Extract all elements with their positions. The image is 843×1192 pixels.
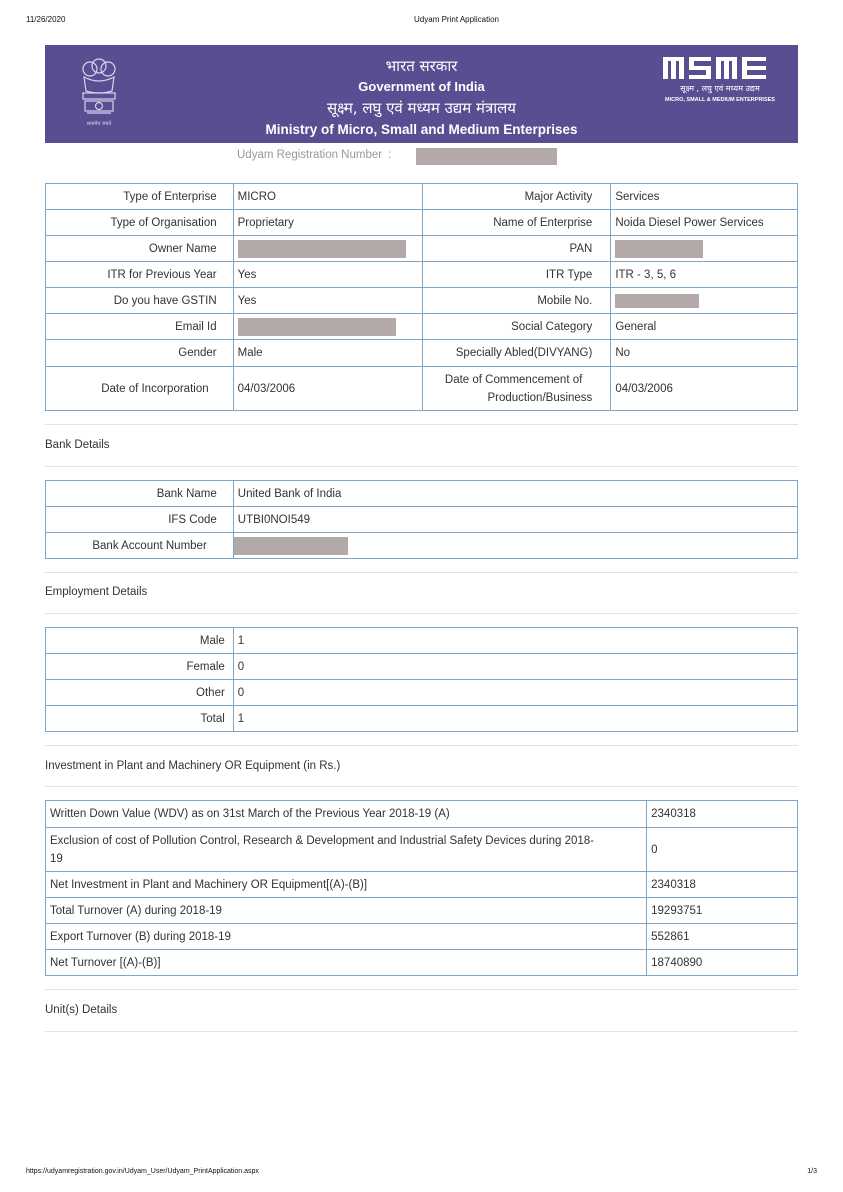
value-type-of-organisation: Proprietary <box>233 210 422 236</box>
account-number-redacted <box>234 537 348 555</box>
email-redacted <box>238 318 396 336</box>
label-ifs-code: IFS Code <box>46 507 234 533</box>
bank-details-title: Bank Details <box>45 439 110 451</box>
value-date-of-commencement: 04/03/2006 <box>611 367 798 411</box>
mobile-redacted <box>615 294 699 308</box>
employment-details-table <box>45 627 798 732</box>
table-row <box>46 898 798 924</box>
value-bank-account-number <box>233 533 797 559</box>
value-social-category: General <box>611 314 798 340</box>
table-row <box>46 340 798 367</box>
bank-details-table <box>45 480 798 559</box>
label-net-turnover: Net Turnover [(A)-(B)] <box>46 950 647 976</box>
registration-number-redacted <box>416 148 557 165</box>
print-date: 11/26/2020 <box>26 15 66 24</box>
table-row <box>46 872 798 898</box>
unit-details-title: Unit(s) Details <box>45 1004 118 1016</box>
label-exclusion-line2: 19 <box>50 852 63 865</box>
investment-details-title: Investment in Plant and Machinery OR Equipment (in Rs.) <box>45 760 341 772</box>
label-male: Male <box>46 628 234 654</box>
table-row <box>46 680 798 706</box>
print-title: Udyam Print Application <box>414 15 499 24</box>
label-total: Total <box>46 706 234 732</box>
pan-redacted <box>615 240 703 258</box>
print-header <box>0 15 843 27</box>
label-gender: Gender <box>46 340 234 367</box>
label-name-of-enterprise: Name of Enterprise <box>422 210 611 236</box>
label-wdv: Written Down Value (WDV) as on 31st March of the Previous Year 2018-19 (A) <box>46 801 647 828</box>
table-row <box>46 507 798 533</box>
label-type-of-enterprise: Type of Enterprise <box>46 184 234 210</box>
divider <box>45 989 798 990</box>
print-footer <box>0 1168 843 1180</box>
label-exclusion-cost <box>46 828 647 872</box>
print-page-number: 1/3 <box>807 1168 817 1175</box>
value-gender: Male <box>233 340 422 367</box>
header-banner <box>45 45 798 143</box>
value-bank-name: United Bank of India <box>233 481 797 507</box>
msme-logo-english: MICRO, SMALL & MEDIUM ENTERPRISES <box>665 97 775 103</box>
table-row <box>46 950 798 976</box>
divider <box>45 786 798 787</box>
table-row <box>46 654 798 680</box>
value-net-turnover: 18740890 <box>647 950 798 976</box>
value-female: 0 <box>233 654 797 680</box>
table-row <box>46 533 798 559</box>
label-major-activity: Major Activity <box>422 184 611 210</box>
label-exclusion-line1: Exclusion of cost of Pollution Control, Research & Development and Industrial Safety Devices during 2018- <box>50 834 594 847</box>
table-row <box>46 828 798 872</box>
ministry-title: Ministry of Micro, Small and Medium Enterprises <box>265 122 578 137</box>
label-other: Other <box>46 680 234 706</box>
label-itr-type: ITR Type <box>422 262 611 288</box>
value-email-id <box>233 314 422 340</box>
table-row <box>46 924 798 950</box>
value-wdv: 2340318 <box>647 801 798 828</box>
label-owner-name: Owner Name <box>46 236 234 262</box>
divider <box>45 466 798 467</box>
label-itr-previous-year: ITR for Previous Year <box>46 262 234 288</box>
value-mobile-no <box>611 288 798 314</box>
label-commencement-line1: Date of Commencement of <box>444 373 583 386</box>
value-net-investment: 2340318 <box>647 872 798 898</box>
label-net-investment: Net Investment in Plant and Machinery OR Equipment[(A)-(B)] <box>46 872 647 898</box>
value-other: 0 <box>233 680 797 706</box>
table-row <box>46 481 798 507</box>
table-row <box>46 367 798 411</box>
table-row <box>46 314 798 340</box>
value-ifs-code: UTBI0NOI549 <box>233 507 797 533</box>
table-row <box>46 236 798 262</box>
value-itr-type: ITR - 3, 5, 6 <box>611 262 798 288</box>
svg-text:सत्यमेव जयते: सत्यमेव जयते <box>86 121 112 127</box>
table-row <box>46 706 798 732</box>
label-specially-abled: Specially Abled(DIVYANG) <box>422 340 611 367</box>
label-gstin: Do you have GSTIN <box>46 288 234 314</box>
hindi-ministry-title: सूक्ष्म, लघु एवं मध्यम उद्यम मंत्रालय <box>327 99 516 117</box>
value-total: 1 <box>233 706 797 732</box>
value-male: 1 <box>233 628 797 654</box>
label-export-turnover: Export Turnover (B) during 2018-19 <box>46 924 647 950</box>
label-total-turnover: Total Turnover (A) during 2018-19 <box>46 898 647 924</box>
label-type-of-organisation: Type of Organisation <box>46 210 234 236</box>
divider <box>45 424 798 425</box>
label-email-id: Email Id <box>46 314 234 340</box>
value-date-of-incorporation: 04/03/2006 <box>233 367 422 411</box>
divider <box>45 745 798 746</box>
value-export-turnover: 552861 <box>647 924 798 950</box>
label-bank-name: Bank Name <box>46 481 234 507</box>
msme-logo-hindi: सूक्ष्म , लघु एवं मध्यम उद्यम <box>680 84 760 93</box>
investment-details-table <box>45 800 798 976</box>
table-row <box>46 210 798 236</box>
value-total-turnover: 19293751 <box>647 898 798 924</box>
value-owner-name <box>233 236 422 262</box>
label-mobile-no: Mobile No. <box>422 288 611 314</box>
print-url: https://udyamregistration.gov.in/Udyam_User/Udyam_PrintApplication.aspx <box>26 1168 259 1175</box>
label-female: Female <box>46 654 234 680</box>
value-name-of-enterprise: Noida Diesel Power Services <box>611 210 798 236</box>
divider <box>45 613 798 614</box>
registration-number-label: Udyam Registration Number <box>237 149 383 161</box>
table-row <box>46 801 798 828</box>
registration-number-line <box>237 149 391 161</box>
table-row <box>46 628 798 654</box>
enterprise-details-table <box>45 183 798 411</box>
label-pan: PAN <box>422 236 611 262</box>
table-row <box>46 184 798 210</box>
government-title: Government of India <box>358 79 485 94</box>
label-commencement-line2: Production/Business <box>487 391 593 404</box>
value-major-activity: Services <box>611 184 798 210</box>
employment-details-title: Employment Details <box>45 586 148 598</box>
registration-colon: : <box>388 149 392 161</box>
divider <box>45 572 798 573</box>
value-gstin: Yes <box>233 288 422 314</box>
label-social-category: Social Category <box>422 314 611 340</box>
value-specially-abled: No <box>611 340 798 367</box>
value-type-of-enterprise: MICRO <box>233 184 422 210</box>
value-pan <box>611 236 798 262</box>
label-date-of-commencement <box>422 367 611 411</box>
label-date-of-incorporation: Date of Incorporation <box>46 367 234 411</box>
hindi-government-title: भारत सरकार <box>385 57 458 75</box>
msme-logo-icon <box>663 55 775 81</box>
owner-name-redacted <box>238 240 406 258</box>
table-row <box>46 288 798 314</box>
value-exclusion-cost: 0 <box>647 828 798 872</box>
divider <box>45 1031 798 1032</box>
table-row <box>46 262 798 288</box>
value-itr-previous-year: Yes <box>233 262 422 288</box>
label-bank-account-number: Bank Account Number <box>46 533 234 559</box>
